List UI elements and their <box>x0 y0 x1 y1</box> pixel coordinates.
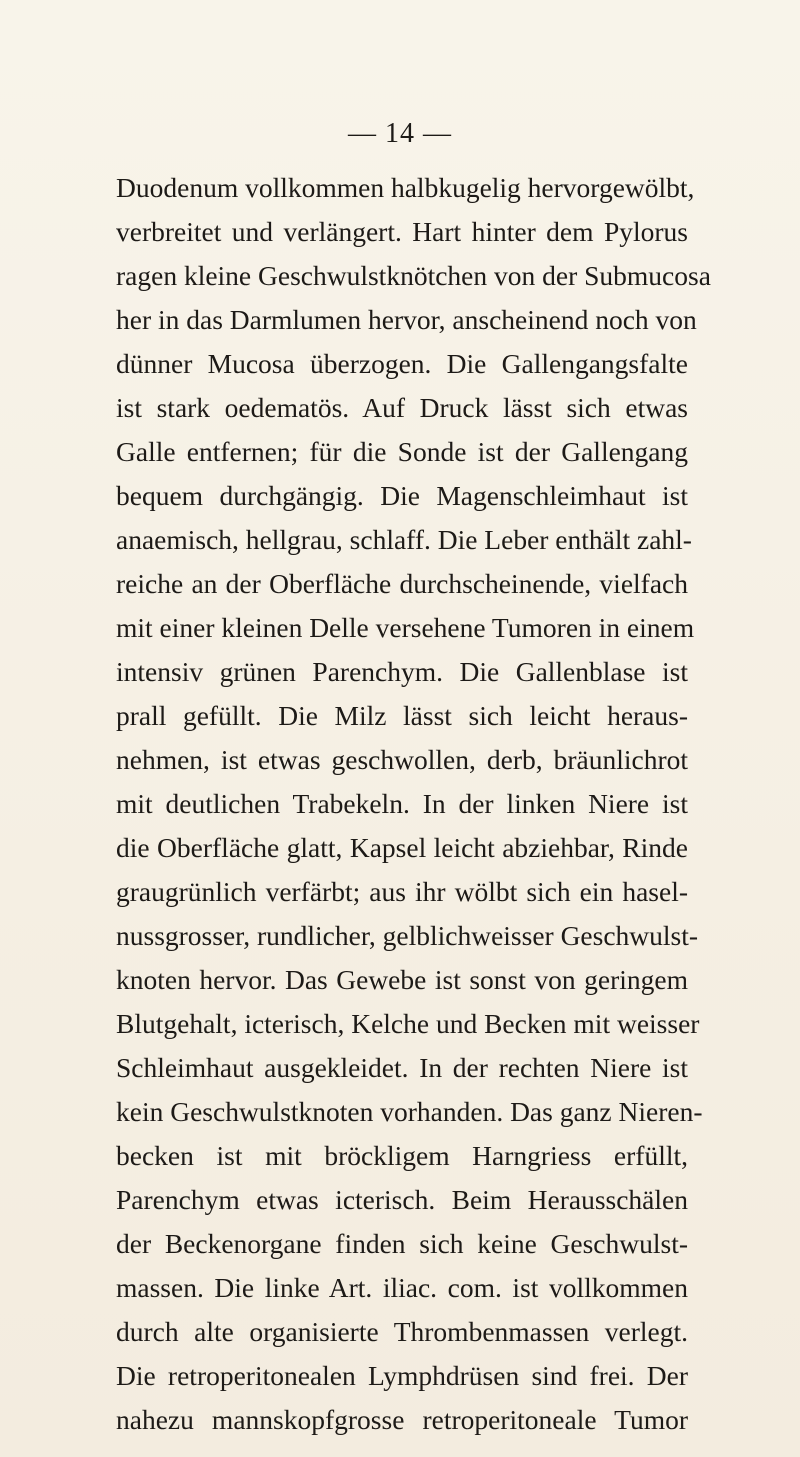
text-line: Die retroperitonealen Lymphdrüsen sind frei. Der <box>116 1360 688 1391</box>
text-line: mit einer kleinen Delle versehene Tumoren in einem <box>116 612 695 643</box>
text-line: nahezu mannskopfgrosse retroperitoneale Tumor <box>116 1404 688 1435</box>
text-line: durch alte organisierte Thrombenmassen verlegt. <box>116 1316 688 1347</box>
text-line: ragen kleine Geschwulstknötchen von der Submucosa <box>116 260 711 291</box>
text-line: her in das Darmlumen hervor, anscheinend noch von <box>116 304 697 335</box>
text-line: mit deutlichen Trabekeln. In der linken Niere ist <box>116 788 688 819</box>
text-line: graugrünlich verfärbt; aus ihr wölbt sich ein hasel- <box>116 876 688 907</box>
body-text <box>116 166 711 1442</box>
text-line: ist stark oedematös. Auf Druck lässt sich etwas <box>116 392 688 423</box>
text-line: anaemisch, hellgrau, schlaff. Die Leber enthält zahl- <box>116 524 692 555</box>
text-line: der Beckenorgane finden sich keine Geschwulst- <box>116 1228 688 1259</box>
text-line: nehmen, ist etwas geschwollen, derb, bräunlichrot <box>116 744 688 775</box>
text-line: Duodenum vollkommen halbkugelig hervorgewölbt, <box>116 172 695 203</box>
text-line: bequem durchgängig. Die Magenschleimhaut ist <box>116 480 688 511</box>
text-line: nussgrosser, rundlicher, gelblichweisser Geschwulst- <box>116 920 699 951</box>
text-line: Galle entfernen; für die Sonde ist der Gallengang <box>116 436 688 467</box>
text-line: Parenchym etwas icterisch. Beim Herausschälen <box>116 1184 688 1215</box>
text-line: reiche an der Oberfläche durchscheinende, vielfach <box>116 568 688 599</box>
text-line: Schleimhaut ausgekleidet. In der rechten Niere ist <box>116 1052 688 1083</box>
text-line: knoten hervor. Das Gewebe ist sonst von geringem <box>116 964 688 995</box>
text-line: becken ist mit bröckligem Harngriess erfüllt, <box>116 1140 688 1171</box>
text-line: Blutgehalt, icterisch, Kelche und Becken mit weisser <box>116 1008 700 1039</box>
text-line: kein Geschwulstknoten vorhanden. Das ganz Nieren- <box>116 1096 703 1127</box>
text-line: die Oberfläche glatt, Kapsel leicht abziehbar, Rinde <box>116 832 688 863</box>
text-line: massen. Die linke Art. iliac. com. ist vollkommen <box>116 1272 688 1303</box>
text-line: intensiv grünen Parenchym. Die Gallenblase ist <box>116 656 688 687</box>
text-line: prall gefüllt. Die Milz lässt sich leicht heraus- <box>116 700 688 731</box>
text-line: dünner Mucosa überzogen. Die Gallengangsfalte <box>116 348 688 379</box>
page-number: — 14 — <box>348 118 452 149</box>
text-line: verbreitet und verlängert. Hart hinter dem Pylorus <box>116 216 688 247</box>
